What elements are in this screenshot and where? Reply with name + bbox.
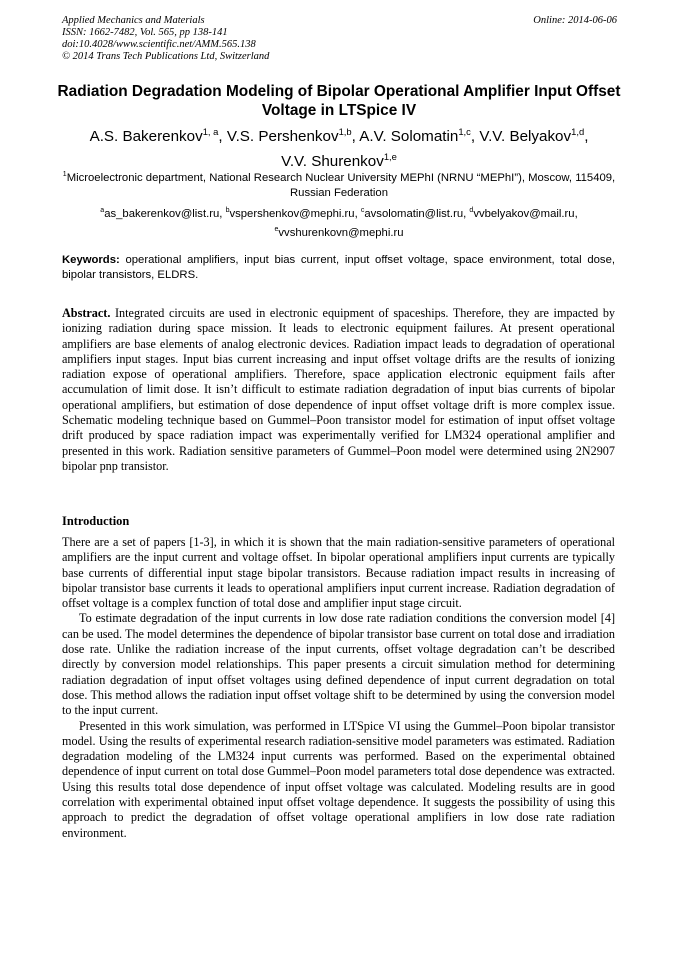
section-heading: Introduction [62, 514, 130, 528]
email-mark: e [274, 225, 279, 233]
journal-issn: ISSN: 1662-7482, Vol. 565, pp 138-141 [62, 27, 228, 38]
author [359, 128, 479, 145]
paragraph: There are a set of papers [1-3], in which it is shown that the main radiation-sensitive parameters of operational amplifiers are the input current and voltage offset. In bipolar operational amplifiers input currents are typically base currents of differential input stage bipolar transistors. Because radiation impact results in increasing of bipolar transistor base currents it leads to operational amplifiers input current increase. Radiation degradation of offset voltage is a complex function of total dose and amplifier input stage circuit. [62, 535, 615, 611]
journal-doi: doi:10.4028/www.scientific.net/AMM.565.138 [62, 39, 256, 50]
author-affil-mark: 1,d [571, 126, 585, 137]
paper-title: Radiation Degradation Modeling of Bipolar Operational Amplifier Input Offset Voltage in LTSpice IV [57, 83, 621, 119]
email-mark: b [225, 207, 230, 214]
abstract-text: Integrated circuits are used in electronic equipment of spaceships. Therefore, they are impacted by ionizing radiation during space mission. It leads to electronic equipment failures. At present operational amplifiers are base elements of analog electronic devices. Radiation impact leads to degradation of operational amplifiers input stages. Input bias current increasing and input offset voltage drifts are the results of ionizing radiation expose of operational amplifiers. Therefore, space application electronic equipment fails after accumulation of limit dose. It isn’t difficult to estimate radiation degradation of input bias currents of bipolar operational amplifiers, but estimation of dose dependence of input offset voltage drift is more complex issue. Schematic modeling technique based on Gummel–Poon transistor model for estimation of input offset voltage drift produced by space radiation impact was experimentally verified for LM324 operational amplifier and presented in this work. Radiation sensitive parameters of Gummel–Poon model were determined using 2N2907 bipolar pnp transistor. [62, 306, 616, 473]
email-address[interactable]: vvshurenkovn@mephi.ru [278, 226, 404, 239]
keywords-label: Keywords: [62, 254, 120, 266]
author [479, 128, 588, 145]
author-name: V.V. Belyakov [479, 128, 572, 146]
email [361, 208, 470, 220]
email-separator: , [574, 207, 578, 220]
email-separator: , [354, 207, 361, 220]
author-name: V.S. Pershenkov [226, 128, 339, 146]
online-date: Online: 2014-06-06 [533, 15, 617, 26]
author-separator: , [584, 128, 589, 146]
affiliation-text: Microelectronic department, National Research Nuclear University MEPhI (NRNU “MEPhI”), Moscow, 115409, Russian Federation [66, 171, 616, 199]
email-address[interactable]: avsolomatin@list.ru [364, 207, 464, 220]
paragraph: To estimate degradation of the input currents in low dose rate radiation conditions the conversion model [4] can be used. The model determines the dependence of bipolar transistor base current on total dose and irradiation dose rate. Unlike the radiation increase of the input currents, offset voltage degradation can’t be described directly by conversion model relationships. This paper presents a circuit simulation method for determining radiation degradation of input offset voltages using defined dependence of input current degradation on total dose. This method allows the radiation input offset voltage shift to be determined by using the conversion model to the input current. [62, 611, 615, 718]
email-separator: , [463, 207, 470, 220]
affiliation-mark: 1 [62, 171, 67, 178]
email-address[interactable]: vspershenkov@mephi.ru [229, 207, 355, 220]
affiliation [55, 167, 623, 201]
author-list [50, 122, 628, 172]
email [100, 208, 225, 220]
paragraph: Presented in this work simulation, was performed in LTSpice VI using the Gummel–Poon bipolar transistor model. Using the results of experimental research radiation-sensitive model parameters was estimated. Radiation degradation modeling of the LM324 input currents was performed. Based on the experimental obtained dependence of input current on total dose Gummel–Poon model parameters total dose dependence was extracted. Using this results total dose dependence of input offset voltage was calculated. Modeling results are in good correlation with experimental obtained input offset voltage dependence. It suggests the possibility of using this approach to predict the degradation of offset voltage operational amplifiers in low dose rate radiation environment. [62, 718, 615, 840]
author [90, 128, 227, 145]
journal-name: Applied Mechanics and Materials [62, 15, 205, 26]
email [226, 208, 361, 220]
email [469, 208, 577, 220]
email-list [55, 203, 623, 241]
email-mark: d [469, 207, 474, 214]
author-separator: , [218, 128, 227, 146]
author-affil-mark: 1,c [458, 126, 471, 137]
email-mark: c [360, 207, 365, 214]
email-address[interactable]: as_bakerenkov@list.ru [104, 207, 220, 220]
keywords [62, 253, 615, 283]
keywords-text: operational amplifiers, input bias current, input offset voltage, space environment, total dose, bipolar transistors, ELDRS. [62, 254, 615, 281]
email-separator: , [219, 207, 226, 220]
journal-header [62, 15, 617, 63]
author-name: A.S. Bakerenkov [89, 128, 203, 146]
author-separator: , [470, 128, 480, 146]
introduction-body [62, 535, 615, 841]
author-affil-mark: 1,b [338, 126, 352, 137]
author-name: A.V. Solomatin [359, 128, 459, 146]
author [227, 128, 359, 145]
author-affil-mark: 1,e [383, 151, 397, 163]
author-name: V.V. Shurenkov [281, 153, 384, 171]
author-affil-mark: 1, a [202, 126, 219, 137]
journal-copyright: © 2014 Trans Tech Publications Ltd, Switzerland [62, 51, 270, 62]
email-mark: a [100, 207, 105, 214]
abstract-label: Abstract. [62, 306, 111, 320]
email-address[interactable]: vvbelyakov@mail.ru [473, 207, 575, 220]
author-separator: , [351, 128, 360, 146]
abstract [62, 306, 615, 474]
email [274, 227, 403, 239]
